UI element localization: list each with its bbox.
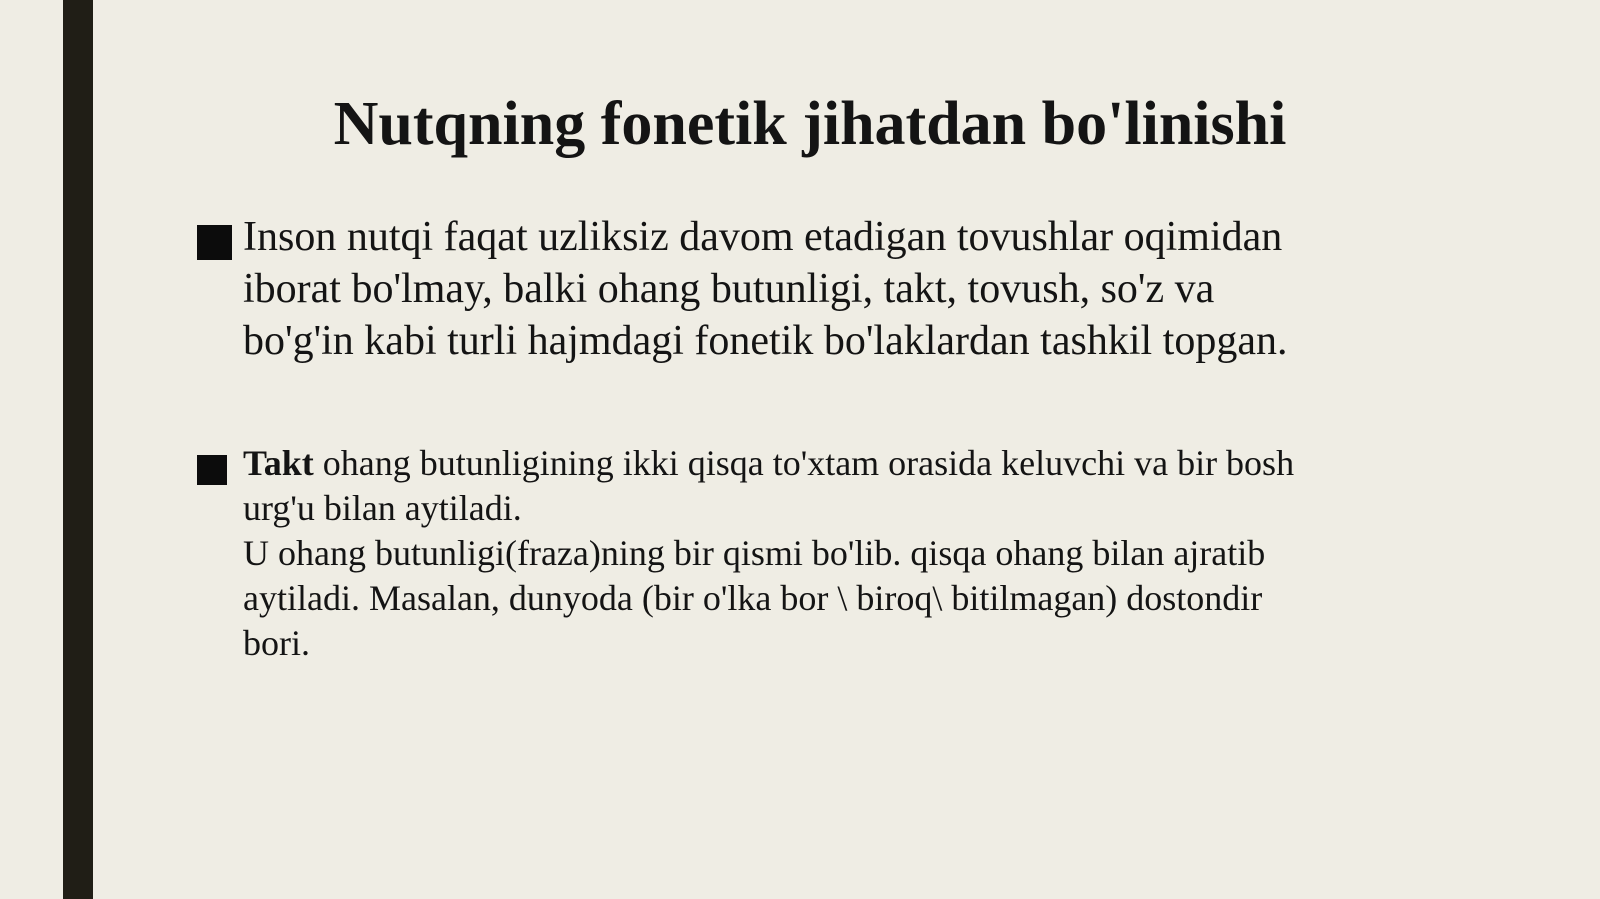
bullet-line: U ohang butunligi(fraza)ning bir qismi bo'lib. qisqa ohang bilan ajratib <box>243 533 1266 573</box>
square-bullet-icon <box>197 455 227 485</box>
bullet-line: iborat bo'lmay, balki ohang butunligi, takt, tovush, so'z va <box>243 266 1215 312</box>
bullet-text-2 <box>243 441 1437 666</box>
bullet-line: Inson nutqi faqat uzliksiz davom etadigan tovushlar oqimidan <box>243 214 1283 260</box>
bullet-line <box>243 441 1437 486</box>
term-takt: Takt <box>243 443 314 483</box>
bullet-line: bo'g'in kabi turli hajmdagi fonetik bo'laklardan tashkil topgan. <box>243 318 1288 364</box>
bullet-line-rest: ohang butunligining ikki qisqa to'xtam orasida keluvchi va bir bosh <box>313 443 1295 483</box>
slide-title: Nutqning fonetik jihatdan bo'linishi <box>333 90 1287 158</box>
accent-side-bar <box>63 0 93 899</box>
bullet-line: urg'u bilan aytiladi. <box>243 488 522 528</box>
bullet-text-1 <box>243 211 1437 367</box>
square-bullet-icon <box>197 225 232 260</box>
bullet-line: aytiladi. Masalan, dunyoda (bir o'lka bor \ biroq\ bitilmagan) dostondir <box>243 578 1263 618</box>
bullet-line: bori. <box>243 623 310 663</box>
